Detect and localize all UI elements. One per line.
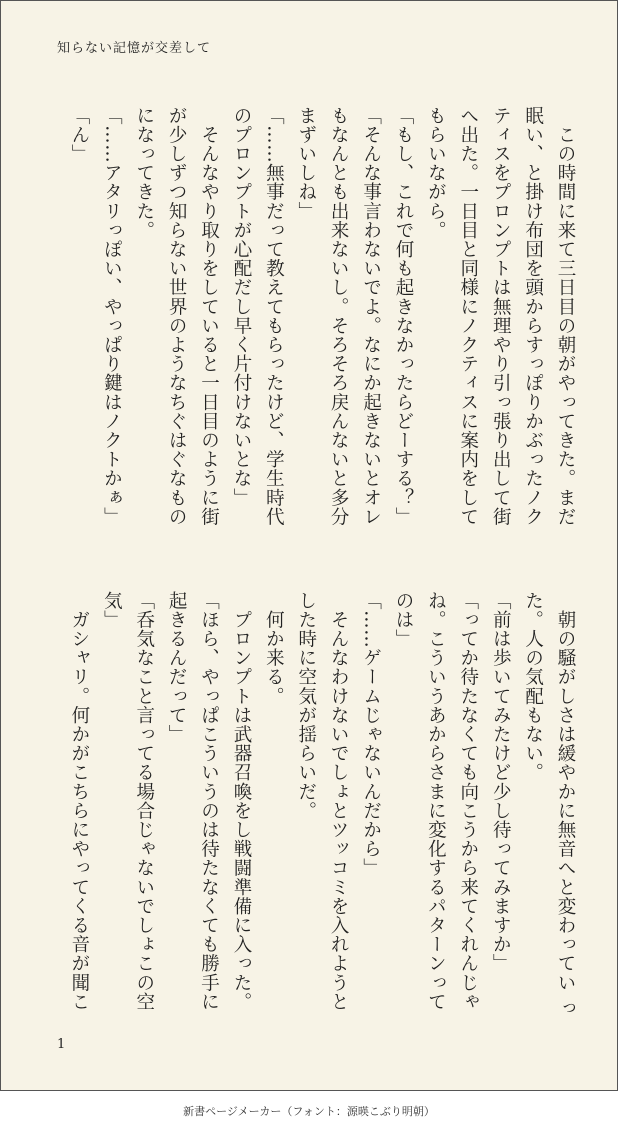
page-number: 1: [57, 1037, 66, 1052]
text-line: ね。こういうあからさまに変化するパターンって: [425, 591, 447, 1012]
text-line: まずいしね」: [295, 106, 317, 221]
footer-credit: 新書ページメーカー（フォント：源暎こぶり明朝）: [183, 1105, 435, 1118]
text-line: のは」: [392, 591, 414, 649]
text-line: 「前は歩いてみたけど少し待ってみますか」: [490, 591, 512, 973]
text-line: もなんとも出来ないし。そろそろ戻んないと多分: [328, 106, 350, 527]
text-line: この時間に来て三日目の朝がやってきた。まだ: [555, 106, 576, 527]
running-header: 知らない記憶が交差して: [57, 41, 212, 56]
text-line: 気」: [101, 591, 123, 630]
text-block-bottom: [63, 591, 582, 1016]
text-line: 「もし、これで何も起きなかったらどーする？」: [392, 106, 414, 527]
text-line: 「……無事だって教えてもらったけど、学生時代: [263, 106, 285, 527]
text-line: そんなやり取りをしていると一日目のように街: [198, 106, 220, 527]
text-line: 朝の騒がしさは緩やかに無音へと変わってい っ: [555, 591, 576, 1018]
text-line: へ出た。一日目と同様にノクティスに案内をして: [457, 106, 479, 527]
text-line: になってきた。: [133, 106, 155, 240]
text-line: 「そんな事言わないでよ。なにか起きないとオレ: [360, 106, 382, 527]
text-line: 「……アタリっぽい、やっぱり鍵はノクトかぁ」: [101, 106, 123, 527]
text-line: ガシャリ。何かがこちらにやってくる音が聞こ: [68, 591, 90, 1012]
text-line: のプロンプトが心配だし早く片付けないとな」: [230, 106, 252, 508]
text-line: が少しずつ知らない世界のようなちぐはぐなもの: [166, 106, 188, 527]
text-line: ティスをプロンプトは無理やり引っ張り出して街: [490, 106, 512, 527]
text-line: 「ってか待たなくても向こうから来てくれんじゃ: [457, 591, 479, 1012]
text-line: もらいながら。: [425, 106, 447, 240]
text-line: した時に空気が揺らいだ。: [295, 591, 317, 821]
text-line: た。人の気配もない。: [522, 591, 544, 782]
text-line: 「……ゲームじゃないんだから」: [360, 591, 382, 878]
text-line: 眠い、と掛け布団を頭からすっぽりかぶったノク: [522, 106, 544, 527]
text-line: 「呑気なこと言ってる場合じゃないでしょこの空: [133, 591, 155, 1012]
text-line: プロンプトは武器召喚をし戦闘準備に入った。: [230, 591, 252, 1012]
text-line: 何か来る。: [263, 591, 285, 706]
text-line: そんなわけないでしょとツッコミを入れようと: [328, 591, 350, 1012]
text-block-top: [63, 106, 582, 531]
text-line: 「ん」: [68, 106, 90, 164]
text-line: 「ほら、やっぱこういうのは待たなくても勝手に: [198, 591, 220, 1012]
text-line: 起きるんだって」: [166, 591, 188, 744]
